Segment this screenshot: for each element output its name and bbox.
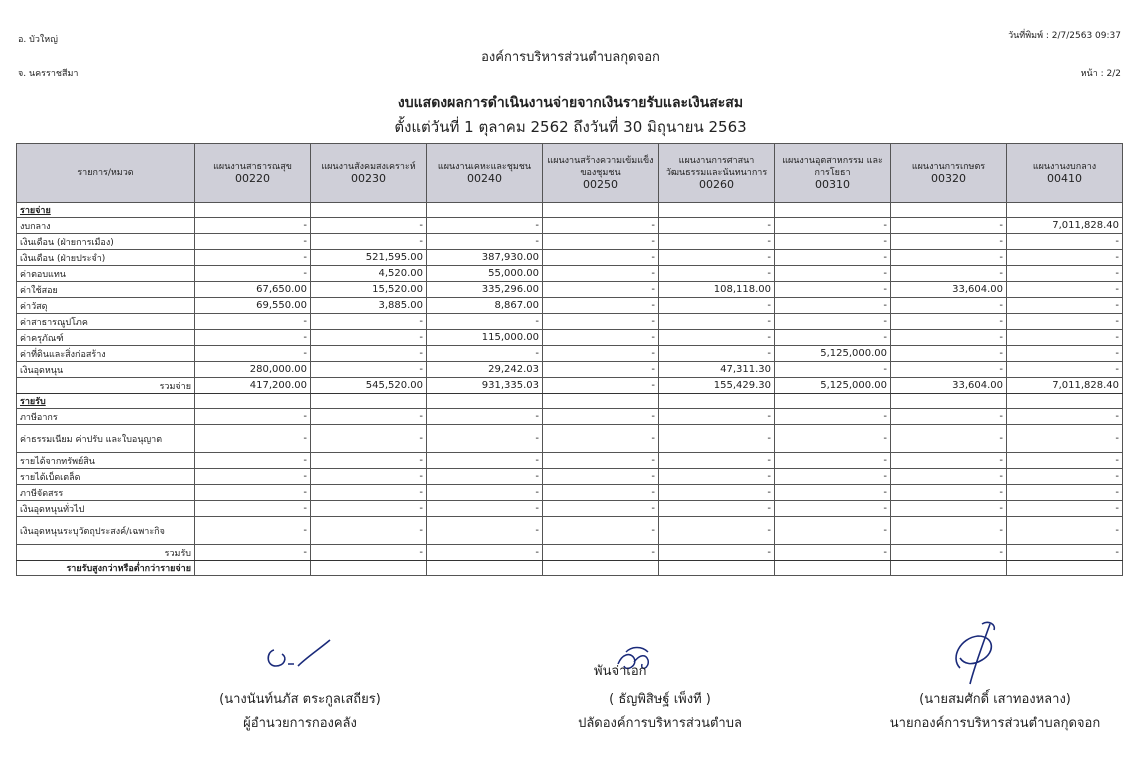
value-cell: - [543, 501, 659, 517]
value-cell: - [659, 517, 775, 545]
column-header-00410 [1007, 144, 1123, 203]
column-header-00320 [891, 144, 1007, 203]
signature-position-3: นายกองค์การบริหารส่วนตำบลกุดจอก [889, 716, 1101, 731]
value-cell: - [1007, 545, 1123, 561]
table-row [17, 453, 1123, 469]
value-cell: - [195, 425, 311, 453]
row-label: ค่าที่ดินและสิ่งก่อสร้าง [17, 346, 195, 362]
table-row [17, 282, 1123, 298]
value-cell: - [311, 469, 427, 485]
value-cell: 4,520.00 [311, 266, 427, 282]
value-cell: - [891, 218, 1007, 234]
row-label: เงินเดือน (ฝ่ายประจำ) [17, 250, 195, 266]
value-cell: - [775, 218, 891, 234]
table-row [17, 362, 1123, 378]
value-cell: - [1007, 409, 1123, 425]
value-cell: - [775, 545, 891, 561]
value-cell: 55,000.00 [427, 266, 543, 282]
value-cell: - [659, 425, 775, 453]
value-cell: 29,242.03 [427, 362, 543, 378]
value-cell: - [543, 409, 659, 425]
empty-cell [659, 203, 775, 218]
empty-cell [891, 561, 1007, 576]
table-row [17, 266, 1123, 282]
column-header-code: 00240 [467, 172, 502, 185]
value-cell: - [427, 314, 543, 330]
value-cell: - [543, 218, 659, 234]
value-cell: 7,011,828.40 [1007, 218, 1123, 234]
value-cell: - [311, 409, 427, 425]
value-cell: - [311, 314, 427, 330]
value-cell: 47,311.30 [659, 362, 775, 378]
row-label: ค่าธรรมเนียม ค่าปรับ และใบอนุญาต [17, 425, 195, 453]
empty-cell [659, 561, 775, 576]
value-cell: - [195, 234, 311, 250]
income-total-row [17, 545, 1123, 561]
value-cell: - [891, 453, 1007, 469]
value-cell: - [427, 218, 543, 234]
value-cell: - [311, 517, 427, 545]
value-cell: - [775, 469, 891, 485]
empty-cell [891, 203, 1007, 218]
empty-cell [311, 203, 427, 218]
value-cell: - [775, 330, 891, 346]
column-header-name: แผนงานสร้างความเข้มแข็งของชุมชน [547, 156, 654, 178]
table-row [17, 218, 1123, 234]
value-cell: - [891, 250, 1007, 266]
value-cell: - [543, 378, 659, 394]
value-cell: - [1007, 282, 1123, 298]
value-cell: - [775, 425, 891, 453]
value-cell: - [195, 266, 311, 282]
value-cell: - [775, 234, 891, 250]
value-cell: - [891, 346, 1007, 362]
value-cell: 7,011,828.40 [1007, 378, 1123, 394]
value-cell: - [659, 218, 775, 234]
section-label: รายรับ [17, 394, 195, 409]
signature-mark-3-icon [930, 618, 1010, 688]
value-cell: - [891, 501, 1007, 517]
value-cell: 15,520.00 [311, 282, 427, 298]
value-cell: 931,335.03 [427, 378, 543, 394]
table-row [17, 298, 1123, 314]
value-cell: - [543, 469, 659, 485]
row-label: ภาษีจัดสรร [17, 485, 195, 501]
table-row [17, 485, 1123, 501]
value-cell: 69,550.00 [195, 298, 311, 314]
district-label: อ. บัวใหญ่ [18, 35, 58, 45]
table-row [17, 409, 1123, 425]
value-cell: 545,520.00 [311, 378, 427, 394]
value-cell: - [543, 545, 659, 561]
value-cell: - [891, 409, 1007, 425]
column-header-00230 [311, 144, 427, 203]
expense-total-row [17, 378, 1123, 394]
value-cell: - [311, 485, 427, 501]
table-body [17, 203, 1123, 576]
value-cell: - [659, 250, 775, 266]
column-header-00240 [427, 144, 543, 203]
row-label: ภาษีอากร [17, 409, 195, 425]
value-cell: - [195, 453, 311, 469]
section-label: รายจ่าย [17, 203, 195, 218]
value-cell: - [543, 346, 659, 362]
empty-cell [311, 561, 427, 576]
row-label: เงินอุดหนุนระบุวัตถุประสงค์/เฉพาะกิจ [17, 517, 195, 545]
value-cell: - [659, 453, 775, 469]
column-header-00260 [659, 144, 775, 203]
value-cell: - [891, 425, 1007, 453]
column-header-code: 00250 [583, 178, 618, 191]
value-cell: - [891, 517, 1007, 545]
value-cell: - [659, 346, 775, 362]
table-row [17, 234, 1123, 250]
value-cell: - [311, 425, 427, 453]
value-cell: - [1007, 517, 1123, 545]
value-cell: - [311, 362, 427, 378]
column-header-code: 00230 [351, 172, 386, 185]
value-cell: - [311, 218, 427, 234]
province-label: จ. นครราชสีมา [18, 69, 79, 79]
row-label: ค่าใช้สอย [17, 282, 195, 298]
empty-cell [891, 394, 1007, 409]
row-label: เงินอุดหนุน [17, 362, 195, 378]
value-cell: - [659, 298, 775, 314]
value-cell: 33,604.00 [891, 282, 1007, 298]
column-header-name: แผนงานงบกลาง [1032, 162, 1097, 172]
value-cell: - [891, 298, 1007, 314]
value-cell: 521,595.00 [311, 250, 427, 266]
value-cell: - [1007, 266, 1123, 282]
value-cell: - [659, 234, 775, 250]
value-cell: - [1007, 250, 1123, 266]
value-cell: - [891, 234, 1007, 250]
empty-cell [775, 394, 891, 409]
value-cell: - [659, 485, 775, 501]
value-cell: - [1007, 469, 1123, 485]
value-cell: - [427, 501, 543, 517]
value-cell: - [311, 501, 427, 517]
value-cell: - [543, 453, 659, 469]
value-cell: - [427, 234, 543, 250]
value-cell: - [1007, 346, 1123, 362]
value-cell: - [775, 453, 891, 469]
empty-cell [1007, 394, 1123, 409]
value-cell: - [891, 469, 1007, 485]
value-cell: - [543, 266, 659, 282]
value-cell: - [659, 266, 775, 282]
column-header-name: แผนงานเคหะและชุมชน [437, 162, 532, 172]
value-cell: - [1007, 314, 1123, 330]
empty-cell [775, 203, 891, 218]
value-cell: - [1007, 298, 1123, 314]
value-cell: - [775, 250, 891, 266]
value-cell: - [427, 485, 543, 501]
value-cell: 115,000.00 [427, 330, 543, 346]
value-cell: - [891, 545, 1007, 561]
empty-cell [311, 394, 427, 409]
empty-cell [427, 394, 543, 409]
empty-cell [195, 394, 311, 409]
row-label: เงินเดือน (ฝ่ายการเมือง) [17, 234, 195, 250]
report-subtitle: ตั้งแต่วันที่ 1 ตุลาคม 2562 ถึงวันที่ 30 มิถุนายน 2563 [394, 118, 747, 136]
table-row [17, 346, 1123, 362]
report-title: งบแสดงผลการดำเนินงานจ่ายจากเงินรายรับและเงินสะสม [397, 95, 744, 111]
value-cell: - [427, 517, 543, 545]
row-label: ค่าตอบแทน [17, 266, 195, 282]
value-cell: - [1007, 234, 1123, 250]
value-cell: - [659, 409, 775, 425]
organization-name: องค์การบริหารส่วนตำบลกุดจอก [481, 50, 660, 65]
table-header-row [17, 144, 1123, 203]
value-cell: 33,604.00 [891, 378, 1007, 394]
signature-name-1: (นางนันท์นภัส ตระกูลเสถียร) [219, 692, 381, 707]
value-cell: - [543, 425, 659, 453]
value-cell: - [775, 409, 891, 425]
page-number: หน้า : 2/2 [1080, 69, 1121, 79]
value-cell: - [311, 330, 427, 346]
item-column-header: รายการ/หมวด [17, 144, 195, 203]
column-header-code: 00310 [815, 178, 850, 191]
empty-cell [427, 561, 543, 576]
value-cell: - [427, 425, 543, 453]
empty-cell [543, 561, 659, 576]
column-header-00310 [775, 144, 891, 203]
column-header-name: แผนงานการศาสนา วัฒนธรรมและนันทนาการ [665, 156, 768, 178]
value-cell: - [195, 314, 311, 330]
value-cell: - [659, 469, 775, 485]
value-cell: - [195, 346, 311, 362]
value-cell: 108,118.00 [659, 282, 775, 298]
column-header-name: แผนงานอุตสาหกรรม และการโยธา [782, 156, 883, 178]
value-cell: - [543, 314, 659, 330]
row-label: รวมจ่าย [17, 378, 195, 394]
print-date: วันที่พิมพ์ : 2/7/2563 09:37 [1008, 31, 1121, 41]
column-header-code: 00220 [235, 172, 270, 185]
value-cell: - [195, 218, 311, 234]
value-cell: - [427, 346, 543, 362]
row-label: ค่าครุภัณฑ์ [17, 330, 195, 346]
value-cell: - [891, 362, 1007, 378]
row-label: งบกลาง [17, 218, 195, 234]
row-label: รวมรับ [17, 545, 195, 561]
table-row [17, 517, 1123, 545]
income-section-row [17, 394, 1123, 409]
value-cell: - [195, 409, 311, 425]
value-cell: - [775, 517, 891, 545]
table-row [17, 314, 1123, 330]
column-header-code: 00410 [1047, 172, 1082, 185]
value-cell: - [311, 346, 427, 362]
empty-cell [543, 394, 659, 409]
value-cell: - [1007, 501, 1123, 517]
value-cell: - [891, 266, 1007, 282]
value-cell: - [891, 314, 1007, 330]
table-row [17, 330, 1123, 346]
balance-label: รายรับสูงกว่าหรือต่ำกว่ารายจ่าย [17, 561, 195, 576]
empty-cell [1007, 203, 1123, 218]
value-cell: - [1007, 485, 1123, 501]
table-row [17, 469, 1123, 485]
value-cell: - [543, 485, 659, 501]
value-cell: - [891, 485, 1007, 501]
row-label: เงินอุดหนุนทั่วไป [17, 501, 195, 517]
value-cell: 3,885.00 [311, 298, 427, 314]
value-cell: - [311, 234, 427, 250]
value-cell: - [195, 250, 311, 266]
value-cell: - [775, 314, 891, 330]
value-cell: - [659, 330, 775, 346]
value-cell: - [1007, 362, 1123, 378]
table-row [17, 501, 1123, 517]
row-label: รายได้เบ็ดเตล็ด [17, 469, 195, 485]
expense-section-row [17, 203, 1123, 218]
value-cell: - [195, 517, 311, 545]
value-cell: 417,200.00 [195, 378, 311, 394]
table-row [17, 425, 1123, 453]
column-header-name: แผนงานสังคมสงเคราะห์ [321, 162, 416, 172]
value-cell: - [659, 501, 775, 517]
value-cell: - [1007, 425, 1123, 453]
column-header-00250 [543, 144, 659, 203]
value-cell: - [775, 266, 891, 282]
value-cell: - [543, 298, 659, 314]
value-cell: - [1007, 453, 1123, 469]
value-cell: - [427, 453, 543, 469]
empty-cell [659, 394, 775, 409]
value-cell: - [427, 469, 543, 485]
table-row [17, 250, 1123, 266]
value-cell: - [427, 545, 543, 561]
value-cell: - [775, 485, 891, 501]
empty-cell [775, 561, 891, 576]
empty-cell [195, 561, 311, 576]
value-cell: - [543, 234, 659, 250]
value-cell: - [891, 330, 1007, 346]
value-cell: - [195, 469, 311, 485]
column-header-name: แผนงานสาธารณสุข [213, 162, 292, 172]
value-cell: 387,930.00 [427, 250, 543, 266]
value-cell: - [543, 330, 659, 346]
value-cell: 155,429.30 [659, 378, 775, 394]
value-cell: - [311, 453, 427, 469]
row-label: ค่าสาธารณูปโภค [17, 314, 195, 330]
value-cell: 5,125,000.00 [775, 378, 891, 394]
value-cell: - [543, 517, 659, 545]
value-cell: 280,000.00 [195, 362, 311, 378]
value-cell: - [543, 250, 659, 266]
balance-row [17, 561, 1123, 576]
column-header-code: 00260 [699, 178, 734, 191]
value-cell: 8,867.00 [427, 298, 543, 314]
signature-position-1: ผู้อำนวยการกองคลัง [243, 716, 357, 731]
signature-prefix-2: พันจ่าเอก [594, 664, 647, 679]
value-cell: - [195, 330, 311, 346]
value-cell: - [775, 501, 891, 517]
value-cell: - [775, 298, 891, 314]
empty-cell [195, 203, 311, 218]
empty-cell [427, 203, 543, 218]
value-cell: - [195, 485, 311, 501]
value-cell: - [775, 362, 891, 378]
empty-cell [543, 203, 659, 218]
value-cell: - [543, 282, 659, 298]
value-cell: - [311, 545, 427, 561]
signature-name-3: (นายสมศักดิ์ เสาทองหลาง) [919, 692, 1071, 707]
signature-name-2: ( ธัญพิสิษฐ์ เพ็งที ) [609, 692, 711, 707]
value-cell: 67,650.00 [195, 282, 311, 298]
value-cell: - [427, 409, 543, 425]
signature-mark-1-icon [262, 636, 342, 676]
row-label: ค่าวัสดุ [17, 298, 195, 314]
report-table [16, 143, 1123, 576]
value-cell: - [1007, 330, 1123, 346]
value-cell: - [775, 282, 891, 298]
value-cell: - [659, 314, 775, 330]
value-cell: - [195, 545, 311, 561]
column-header-code: 00320 [931, 172, 966, 185]
value-cell: - [543, 362, 659, 378]
column-header-name: แผนงานการเกษตร [911, 162, 986, 172]
value-cell: - [659, 545, 775, 561]
value-cell: 5,125,000.00 [775, 346, 891, 362]
column-header-00220 [195, 144, 311, 203]
value-cell: - [195, 501, 311, 517]
row-label: รายได้จากทรัพย์สิน [17, 453, 195, 469]
empty-cell [1007, 561, 1123, 576]
signature-position-2: ปลัดองค์การบริหารส่วนตำบล [578, 716, 742, 731]
value-cell: 335,296.00 [427, 282, 543, 298]
